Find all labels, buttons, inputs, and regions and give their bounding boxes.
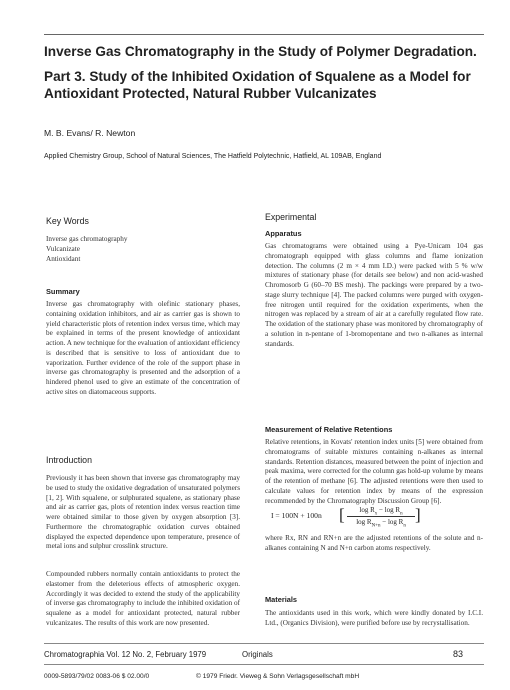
materials-heading: Materials [265,595,298,604]
paper-title [44,68,484,102]
page-number: 83 [453,649,464,659]
relative-retentions-text: Relative retentions, in Kovats' retention index units [5] were obtained from chromatograms of suitable mixtures containing n-alkanes as internal standards. Retention distances, measured between the point of injection and peak maxima, were corrected for the column gas hold-up volume by means of the retention of methane [6]. The adjusted retentions were then used to calculate values for retention index by means of the expression recommended by the Chromatography Discussion Group [6]. [265,438,483,505]
equation-lhs: I = 100N + 100n [271,511,322,520]
authors: M. B. Evans/ R. Newton [44,128,136,138]
keywords-list [46,235,240,264]
footer-rule-bottom [44,664,484,665]
section-label: Originals [242,650,273,659]
equation-numerator: $\log R_x - \log R_n$ [359,506,403,517]
materials-text: The antioxidants used in this work, which were kindly donated by I.C.I. Ltd., (Organics Division), were purified before use by recrystallisation. [265,609,483,627]
copyright: © 1979 Friedr. Vieweg & Sohn Verlagsgesellschaft mbH [196,673,360,680]
paper-title-line-1: Part 3. Study of the Inhibited Oxidation of Squalene as a Model for [44,69,471,84]
equation-denominator: $\log R_{N+n} - \log R_n$ [356,518,406,529]
relative-retentions-heading: Measurement of Relative Retentions [265,425,393,434]
introduction-heading: Introduction [46,455,92,465]
keywords-heading: Key Words [46,216,89,226]
summary-heading: Summary [46,287,80,296]
equation-definitions-text: where Rx, RN and RN+n are the adjusted retentions of the solute and n-alkanes containing N and N+n carbon atoms respectively. [265,534,483,552]
experimental-heading: Experimental [265,212,317,222]
paper-series-title: Inverse Gas Chromatography in the Study of Polymer Degradation. [44,44,477,59]
footer-rule-top [44,643,484,644]
journal-citation: Chromatographia Vol. 12 No. 2, February 1979 [44,650,207,659]
apparatus-heading: Apparatus [265,229,302,238]
top-rule [44,34,484,35]
keyword-item: Inverse gas chromatography [46,235,128,243]
equation-bracket-left: [ [339,505,345,524]
apparatus-text: Gas chromatograms were obtained using a Pye-Unicam 104 gas chromatograph equipped with glass columns and flame ionization detection. The columns (2 m × 4 mm I.D.) were packed with 5 % w/w mixtures of stationary phase (for details see below) and non acid-washed Chromosorb G (60–70 BS mesh). The packings were prepared by a two-stage slurry technique [4]. The packed columns were purged with oxygen-free nitrogen until required for the oxidation experiments, when the nitrogen was replaced by a stream of air at a carefully regulated flow rate. The oxidation of the stationary phase was monitored by chromatography of a solution in n-pentane of 1-bromopentane and two n-alkanes as internal standards. [265,242,483,348]
introduction-paragraph-1: Previously it has been shown that inverse gas chromatography may be used to study the oxidative degradation of unsaturated polymers [1, 2]. With squalene, or sulphurated squalene, as stationary phase and air as carrier gas, plots of retention index versus reaction time were obtained similar to those given by oxygen absorption [3]. Furthermore the chromatographic oxidation curves obtained displayed the expected dependence upon temperature, presence of metal ions and sulphur crosslink structure. [46,474,240,551]
paper-title-line-2: Antioxidant Protected, Natural Rubber Vulcanizates [44,86,377,101]
keyword-item: Antioxidant [46,254,81,263]
keyword-item: Vulcanizate [46,244,80,253]
article-code: 0009-5893/79/02 0083-06 $ 02.00/0 [44,673,150,680]
summary-text: Inverse gas chromatography with olefinic stationary phases, containing oxidation inhibitors, and air as carrier gas is shown to yield characteristic plots of retention index versus time, which may be explained in terms of the present knowledge of antioxidant action. A new technique for the evaluation of antioxidant efficiency is described that is sensitive to loss of antioxidant due to vaporization. Further evidence of the role of the support phase in inverse gas chromatography is presented and the adsorption of a hindered phenol used to give an estimate of the concentration of active sites on diatomaceous supports. [46,300,240,396]
equation-fraction-bar [347,516,415,517]
equation-bracket-right: ] [415,505,421,524]
retention-index-equation [265,507,483,527]
introduction-paragraph-2: Compounded rubbers normally contain antioxidants to protect the elastomer from the deleterious effects of atmospheric oxygen. Accordingly it was decided to extend the study of the applicability of inverse gas chromatography to include the inhibited oxidation of squalene as a model for antioxidant protected, natural rubber vulcanizates. The results of this work are now presented. [46,570,240,627]
affiliation: Applied Chemistry Group, School of Natural Sciences, The Hatfield Polytechnic, Hatfield, AL 109AB, England [44,153,382,160]
